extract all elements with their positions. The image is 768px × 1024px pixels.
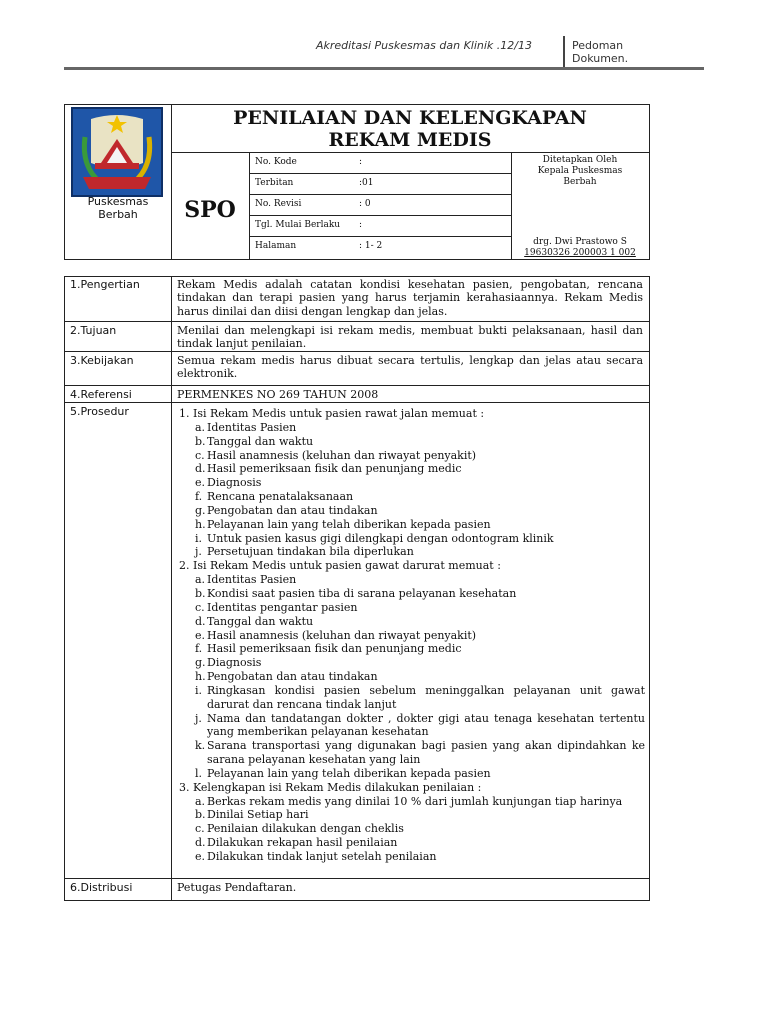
header-right-line1: Pedoman <box>572 39 624 52</box>
label-referensi: 4.Referensi <box>70 388 132 401</box>
label-pengertian: 1.Pengertian <box>70 278 140 291</box>
substep-text: Ringkasan kondisi pasien sebelum meninggalkan pelayanan unit gawat darurat dan rencana tindak lanjut <box>207 683 645 711</box>
row-divider <box>65 878 649 879</box>
row-divider <box>65 385 649 386</box>
procedure-substep <box>175 421 645 435</box>
procedure-substep <box>175 545 645 559</box>
info-key: Terbitan <box>255 178 294 188</box>
header-right-line2: Dokumen. <box>572 52 629 65</box>
info-key: No. Kode <box>255 157 297 167</box>
procedure-substep <box>175 587 645 601</box>
logo-cell <box>65 105 172 259</box>
text-tujuan: Menilai dan melengkapi isi rekam medis, membuat bukti pelaksanaan, hasil dan tindak lanjut penilaian. <box>177 324 643 351</box>
substep-marker: f. <box>195 490 203 504</box>
header-document-title: Akreditasi Puskesmas dan Klinik .12/13 <box>315 39 532 52</box>
signatory-nip: 19630326 200003 1 002 <box>524 248 636 258</box>
header-rule <box>64 67 704 70</box>
text-kebijakan: Semua rekam medis harus dibuat secara tertulis, lengkap dan jelas atau secara elektronik. <box>177 354 643 381</box>
substep-marker: b. <box>195 434 206 448</box>
substep-text: Untuk pasien kasus gigi dilengkapi dengan odontogram klinik <box>207 531 554 545</box>
info-value: : <box>359 157 363 167</box>
info-row-terbitan <box>249 174 511 195</box>
substep-marker: b. <box>195 808 206 822</box>
row-divider <box>65 351 649 352</box>
label-distribusi: 6.Distribusi <box>70 881 133 894</box>
substep-marker: d. <box>195 836 206 850</box>
info-row-kode <box>249 153 511 174</box>
substep-marker: j. <box>195 545 202 559</box>
substep-marker: a. <box>195 573 206 587</box>
substep-text: Sarana transportasi yang digunakan bagi pasien yang akan dipindahkan ke sarana pelayanan kesehatan yang lain <box>207 739 645 767</box>
procedure-step: 2. Isi Rekam Medis untuk pasien gawat darurat memuat : <box>179 559 501 573</box>
substep-marker: f. <box>195 642 203 656</box>
procedure-substep <box>175 490 645 504</box>
substep-marker: i. <box>195 683 203 697</box>
column-divider <box>171 277 172 900</box>
procedure-substep <box>175 712 645 740</box>
document-info <box>249 153 512 259</box>
approval-line3: Berbah <box>563 177 597 187</box>
info-row-tgl-mulai <box>249 216 511 237</box>
text-distribusi: Petugas Pendaftaran. <box>177 881 297 894</box>
row-divider <box>65 321 649 322</box>
info-value: : 1- 2 <box>359 241 383 251</box>
substep-text: Berkas rekam medis yang dinilai 10 % dari jumlah kunjungan tiap harinya <box>207 794 623 808</box>
info-row-halaman <box>249 237 511 258</box>
document-title <box>171 105 649 153</box>
procedure-substep <box>175 836 645 850</box>
procedure-substep <box>175 435 645 449</box>
info-key: No. Revisi <box>255 199 302 209</box>
substep-marker: a. <box>195 794 206 808</box>
substep-text: Dilakukan tindak lanjut setelah penilaian <box>207 850 437 863</box>
info-value: :01 <box>359 178 374 188</box>
title-line1: PENILAIAN DAN KELENGKAPAN <box>233 107 587 129</box>
procedure-substep <box>175 739 645 767</box>
substep-text: Rencana penatalaksanaan <box>207 490 354 504</box>
substep-marker: a. <box>195 420 206 434</box>
procedure-substep <box>175 822 645 836</box>
header-separator <box>563 36 565 68</box>
procedure-substep <box>175 795 645 809</box>
substep-marker: c. <box>195 822 205 836</box>
procedure-substep <box>175 615 645 629</box>
substep-text: Identitas Pasien <box>207 573 297 587</box>
substep-text: Hasil anamnesis (keluhan dan riwayat penyakit) <box>207 448 477 462</box>
procedure-substep <box>175 808 645 822</box>
organization-line1: Puskesmas <box>87 195 149 208</box>
substep-text: Dilakukan rekapan hasil penilaian <box>207 836 398 850</box>
label-kebijakan: 3.Kebijakan <box>70 354 134 367</box>
procedure-table <box>64 276 650 901</box>
spo-header-table <box>64 104 650 260</box>
procedure-substep <box>175 656 645 670</box>
procedure-substep <box>175 684 645 712</box>
substep-text: Dinilai Setiap hari <box>207 808 309 822</box>
substep-text: Pelayanan lain yang telah diberikan kepada pasien <box>207 517 491 531</box>
signatory-name: drg. Dwi Prastowo S <box>533 237 627 247</box>
row-divider <box>65 402 649 403</box>
procedure-substep <box>175 642 645 656</box>
substep-text: Identitas pengantar pasien <box>207 600 358 614</box>
procedure-step: 1. Isi Rekam Medis untuk pasien rawat jalan memuat : <box>179 407 485 420</box>
substep-marker: e. <box>195 850 206 863</box>
substep-text: Hasil anamnesis (keluhan dan riwayat penyakit) <box>207 628 477 642</box>
procedure-substep <box>175 767 645 781</box>
signatory <box>511 237 649 259</box>
substep-text: Tanggal dan waktu <box>207 434 314 448</box>
approval-line1: Ditetapkan Oleh <box>542 155 618 165</box>
procedure-substep <box>175 518 645 532</box>
procedure-substep <box>175 462 645 476</box>
organization-name <box>65 195 171 221</box>
procedure-substep <box>175 601 645 615</box>
title-line2: REKAM MEDIS <box>328 129 492 151</box>
substep-marker: h. <box>195 670 206 684</box>
substep-text: Penilaian dilakukan dengan cheklis <box>207 822 404 836</box>
substep-marker: k. <box>195 739 206 753</box>
text-referensi: PERMENKES NO 269 TAHUN 2008 <box>177 388 379 401</box>
procedure-substep <box>175 670 645 684</box>
procedure-list <box>175 407 645 864</box>
procedure-substep <box>175 573 645 587</box>
substep-marker: d. <box>195 462 206 476</box>
procedure-step: 3. Kelengkapan isi Rekam Medis dilakukan penilaian : <box>179 780 482 794</box>
substep-marker: l. <box>195 766 203 780</box>
procedure-substep <box>175 850 645 864</box>
spo-cell <box>171 153 250 259</box>
substep-marker: d. <box>195 614 206 628</box>
procedure-substep <box>175 532 645 546</box>
substep-marker: b. <box>195 586 206 600</box>
header-document-type <box>572 39 628 65</box>
substep-marker: e. <box>195 628 206 642</box>
approval-block <box>511 153 649 259</box>
info-key: Halaman <box>255 241 297 251</box>
substep-text: Persetujuan tindakan bila diperlukan <box>207 545 414 559</box>
substep-marker: c. <box>195 600 205 614</box>
substep-marker: e. <box>195 476 206 490</box>
substep-text: Tanggal dan waktu <box>207 614 314 628</box>
info-value: : 0 <box>359 199 371 209</box>
substep-marker: h. <box>195 517 206 531</box>
spo-label: SPO <box>184 197 236 223</box>
substep-text: Kondisi saat pasien tiba di sarana pelayanan kesehatan <box>207 586 517 600</box>
info-row-revisi <box>249 195 511 216</box>
substep-text: Pengobatan dan atau tindakan <box>207 670 378 684</box>
substep-text: Pengobatan dan atau tindakan <box>207 503 378 517</box>
substep-text: Nama dan tandatangan dokter , dokter gigi atau tenaga kesehatan tertentu yang memberikan pelayanan kesehatan <box>207 711 645 739</box>
approval-title <box>511 155 649 188</box>
substep-marker: g. <box>195 503 206 517</box>
info-value: : <box>359 220 363 230</box>
label-tujuan: 2.Tujuan <box>70 324 117 337</box>
substep-marker: c. <box>195 448 205 462</box>
procedure-substep <box>175 629 645 643</box>
substep-text: Hasil pemeriksaan fisik dan penunjang medic <box>207 642 462 656</box>
substep-text: Hasil pemeriksaan fisik dan penunjang medic <box>207 462 462 476</box>
substep-marker: g. <box>195 656 206 670</box>
approval-line2: Kepala Puskesmas <box>537 166 623 176</box>
organization-line2: Berbah <box>98 208 138 221</box>
sleman-emblem-icon <box>71 107 163 197</box>
substep-marker: i. <box>195 531 203 545</box>
procedure-substep <box>175 476 645 490</box>
substep-text: Identitas Pasien <box>207 420 297 434</box>
procedure-substep <box>175 449 645 463</box>
substep-text: Pelayanan lain yang telah diberikan kepada pasien <box>207 766 491 780</box>
substep-text: Diagnosis <box>207 656 262 670</box>
label-prosedur: 5.Prosedur <box>70 405 129 418</box>
substep-marker: j. <box>195 711 202 725</box>
substep-text: Diagnosis <box>207 476 262 490</box>
info-key: Tgl. Mulai Berlaku <box>255 220 341 230</box>
text-pengertian: Rekam Medis adalah catatan kondisi kesehatan pasien, pengobatan, rencana tindakan dan terapi pasien yang harus terjamin kerahasiaannya. Rekam Medis harus dinilai dan diisi dengan lengkap dan jelas. <box>177 278 643 318</box>
procedure-substep <box>175 504 645 518</box>
